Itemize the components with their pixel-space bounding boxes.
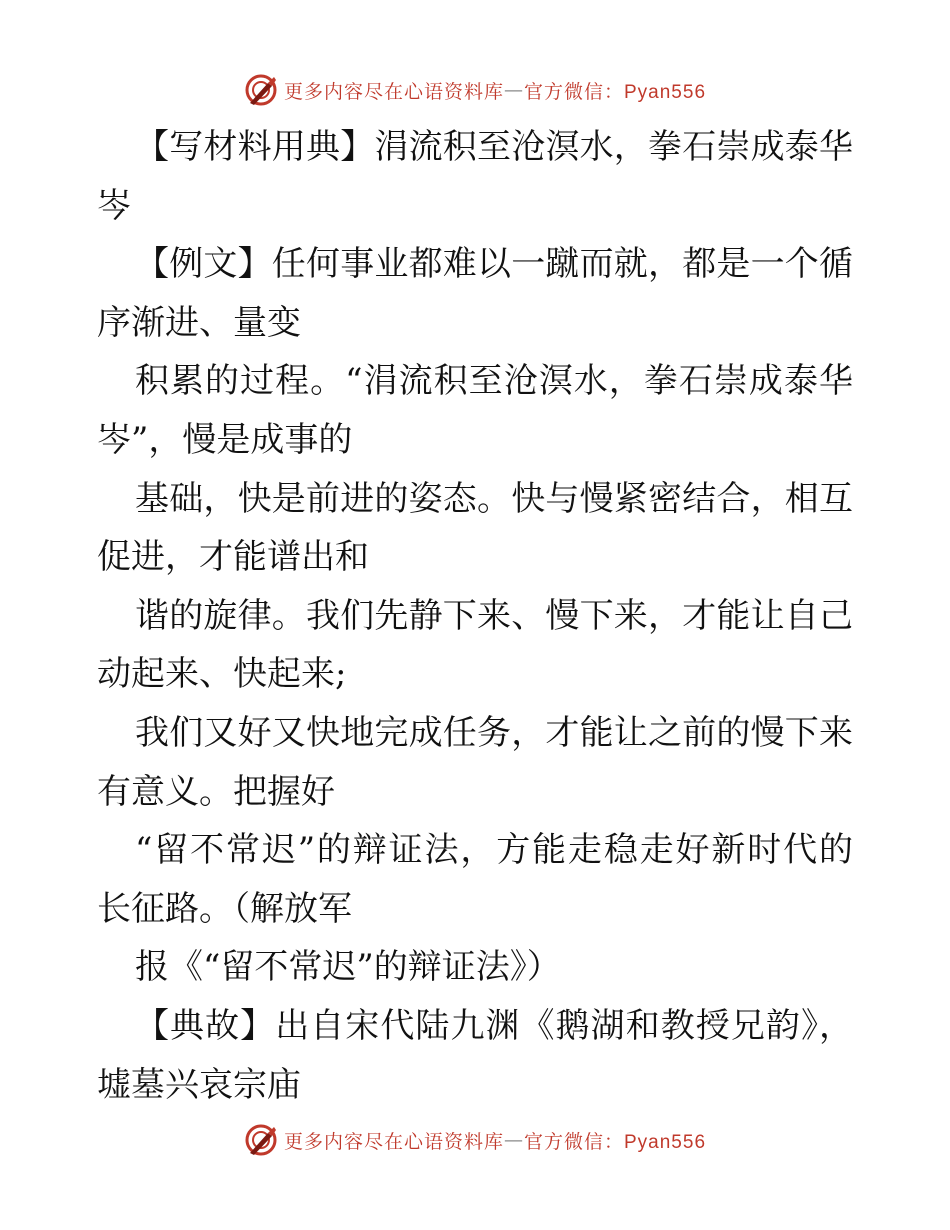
text-line: 【例文】任何事业都难以一蹴而就，都是一个循	[135, 244, 853, 285]
text-line: 【典故】出自宋代陆九渊《鹅湖和教授兄韵》，	[135, 1005, 853, 1046]
header-separator: —	[504, 79, 524, 101]
text-line: 序渐进、量变	[97, 302, 301, 343]
text-line: 有意义。把握好	[97, 771, 335, 812]
text-line: 动起来、快起来;	[97, 654, 347, 695]
pen-logo-icon	[244, 1123, 278, 1157]
text-line: 基础，快是前进的姿态。快与慢紧密结合，相互	[135, 478, 853, 519]
text-line: 岑”，慢是成事的	[97, 419, 353, 460]
header-banner	[0, 70, 950, 110]
header-brand: 更多内容尽在心语资料库	[283, 80, 504, 103]
pen-logo-icon	[244, 73, 278, 107]
text-line: 促进，才能谱出和	[97, 537, 369, 578]
text-line: 岑	[97, 185, 131, 226]
footer-text	[284, 1127, 706, 1154]
footer-separator: —	[504, 1129, 524, 1151]
text-line: “留不常迟”的辩证法，方能走稳走好新时代的	[135, 830, 853, 871]
document-body	[97, 118, 853, 1114]
text-line: 【写材料用典】涓流积至沧溟水，拳石崇成泰华	[135, 127, 853, 167]
text-line: 长征路。（解放军	[97, 888, 352, 929]
footer-wechat: 官方微信：Pyan556	[524, 1131, 707, 1153]
text-line: 墟墓兴哀宗庙	[97, 1064, 301, 1105]
footer-brand: 更多内容尽在心语资料库	[283, 1130, 504, 1153]
text-line: 报《“留不常迟”的辩证法》）	[135, 947, 561, 988]
text-line: 我们又好又快地完成任务，才能让之前的慢下来	[135, 712, 853, 753]
text-line: 积累的过程。“涓流积至沧溟水，拳石崇成泰华	[135, 361, 853, 402]
footer-banner	[0, 1120, 950, 1160]
header-text	[284, 77, 706, 104]
text-line: 谐的旋律。我们先静下来、慢下来，才能让自己	[135, 595, 853, 636]
header-wechat: 官方微信：Pyan556	[524, 81, 707, 103]
